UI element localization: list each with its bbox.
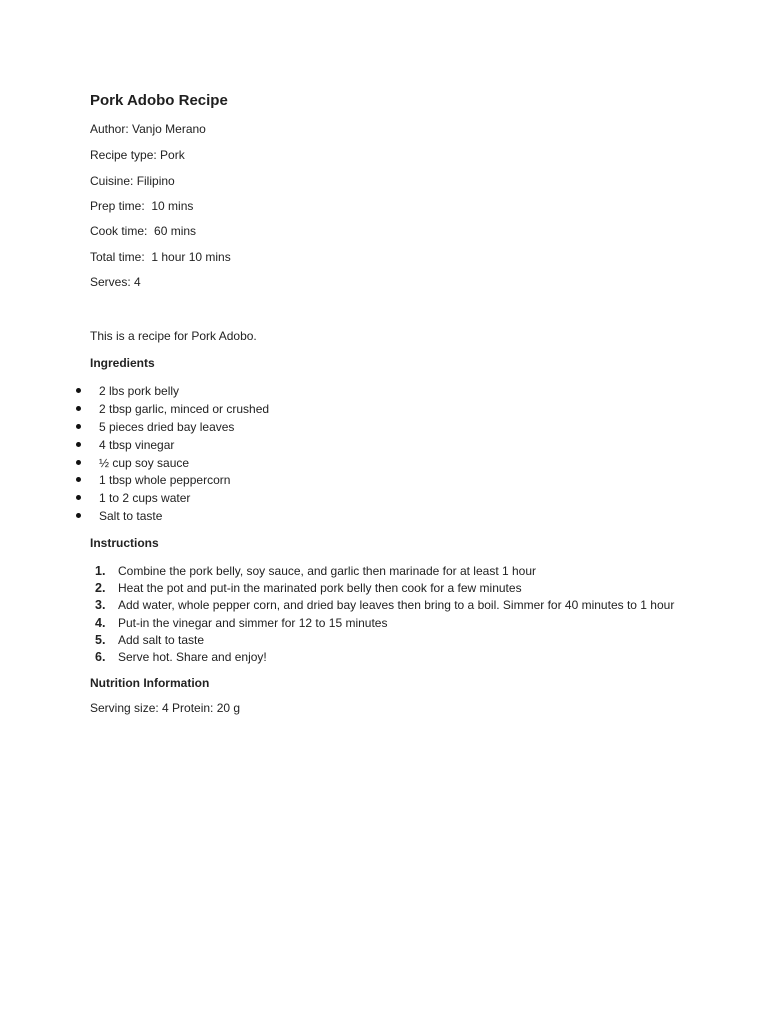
step-number: 2. (95, 581, 106, 596)
bullet-icon (76, 388, 81, 393)
page-title: Pork Adobo Recipe (90, 92, 228, 109)
ingredient-text: 1 tbsp whole peppercorn (99, 473, 231, 488)
ingredients-heading: Ingredients (90, 356, 155, 370)
prep-time-line: Prep time: 10 mins (90, 199, 194, 213)
cuisine-line: Cuisine: Filipino (90, 174, 175, 188)
step-text: Put-in the vinegar and simmer for 12 to 15 minutes (118, 615, 388, 630)
author-line: Author: Vanjo Merano (90, 122, 206, 136)
ingredient-text: Salt to taste (99, 509, 163, 524)
cook-time-line: Cook time: 60 mins (90, 224, 197, 238)
step-text: Serve hot. Share and enjoy! (118, 649, 267, 664)
intro-text: This is a recipe for Pork Adobo. (90, 329, 257, 343)
instructions-heading: Instructions (90, 536, 159, 550)
step-number: 3. (95, 598, 106, 613)
step-text: Combine the pork belly, soy sauce, and garlic then marinade for at least 1 hour (118, 564, 537, 578)
ingredient-text: ½ cup soy sauce (99, 455, 190, 470)
bullet-icon (76, 424, 81, 429)
step-number: 5. (95, 632, 106, 647)
total-time-line: Total time: 1 hour 10 mins (90, 250, 231, 264)
step-number: 4. (95, 615, 106, 630)
bullet-icon (76, 406, 81, 411)
step-number: 1. (95, 564, 106, 578)
nutrition-heading: Nutrition Information (90, 676, 210, 690)
recipe-type-line: Recipe type: Pork (90, 148, 185, 162)
bullet-icon (76, 513, 81, 518)
ingredient-text: 1 to 2 cups water (99, 491, 191, 506)
ingredient-text: 5 pieces dried bay leaves (99, 419, 235, 434)
step-number: 6. (95, 649, 106, 664)
bullet-icon (76, 495, 81, 500)
step-text: Heat the pot and put-in the marinated pork belly then cook for a few minutes (118, 581, 522, 596)
step-text: Add water, whole pepper corn, and dried bay leaves then bring to a boil. Simmer for 40 minutes to 1 hour (118, 598, 675, 613)
ingredient-text: 2 tbsp garlic, minced or crushed (99, 401, 270, 416)
ingredient-text: 4 tbsp vinegar (99, 437, 175, 452)
step-text: Add salt to taste (118, 632, 205, 647)
bullet-icon (76, 442, 81, 447)
nutrition-text: Serving size: 4 Protein: 20 g (90, 701, 241, 715)
bullet-icon (76, 460, 81, 465)
ingredient-text: 2 lbs pork belly (99, 384, 180, 398)
serves-line: Serves: 4 (90, 275, 141, 289)
bullet-icon (76, 477, 81, 482)
